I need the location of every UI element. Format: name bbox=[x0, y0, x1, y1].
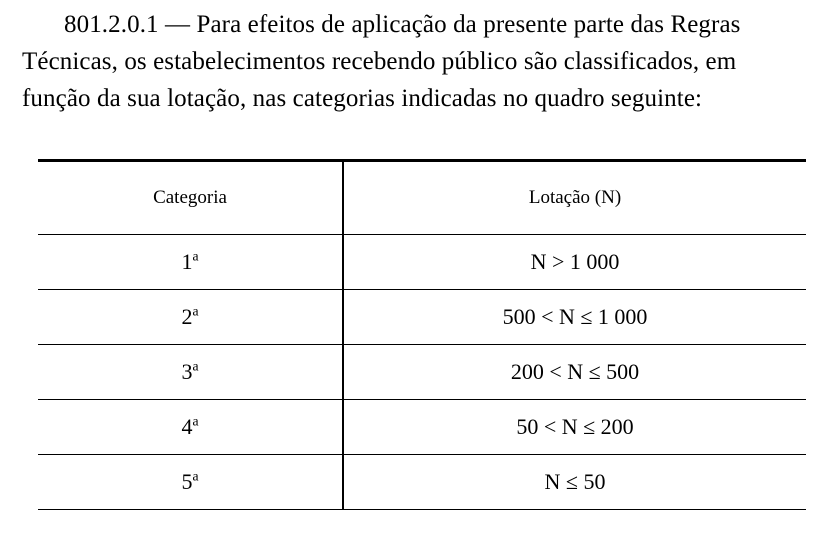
categories-table bbox=[38, 159, 806, 528]
table-header-lotacao: Lotação (N) bbox=[343, 161, 806, 235]
table-row bbox=[38, 345, 806, 400]
categoria-ordinal: a bbox=[192, 248, 199, 264]
table-cell-lotacao: 50 < N ≤ 200 bbox=[343, 400, 806, 455]
categories-table-wrapper bbox=[22, 159, 804, 528]
paragraph-text: 801.2.0.1 — Para efeitos de aplicação da presente parte das Regras Técnicas, os estabelecimentos recebendo público são classificados, em função da sua lotação, nas categorias indicadas no quadro seguinte: bbox=[22, 11, 741, 112]
table-cell-lotacao: N > 1 000 bbox=[343, 235, 806, 290]
table-header-row bbox=[38, 161, 806, 235]
clause-paragraph bbox=[22, 6, 804, 117]
table-row bbox=[38, 400, 806, 455]
table-row bbox=[38, 290, 806, 345]
table-cell-lotacao: 200 < N ≤ 500 bbox=[343, 345, 806, 400]
table-header-categoria: Categoria bbox=[38, 161, 343, 235]
table-cell-categoria bbox=[38, 290, 343, 345]
categoria-value: 4 bbox=[181, 414, 193, 439]
table-cell-categoria bbox=[38, 400, 343, 455]
categoria-value: 3 bbox=[181, 359, 193, 384]
categoria-ordinal: a bbox=[192, 358, 199, 374]
table-cell-categoria bbox=[38, 345, 343, 400]
table-row bbox=[38, 235, 806, 290]
table-cell-categoria bbox=[38, 235, 343, 290]
table-cell-lotacao: N ≤ 50 bbox=[343, 455, 806, 510]
categoria-value: 1 bbox=[181, 249, 193, 274]
categoria-ordinal: a bbox=[192, 303, 199, 319]
categoria-value: 2 bbox=[181, 304, 193, 329]
categoria-value: 5 bbox=[181, 469, 193, 494]
categoria-ordinal: a bbox=[192, 413, 199, 429]
table-row bbox=[38, 455, 806, 510]
table-cell-lotacao: 500 < N ≤ 1 000 bbox=[343, 290, 806, 345]
table-cell-categoria bbox=[38, 455, 343, 510]
table-bottom-rule bbox=[38, 510, 806, 529]
categoria-ordinal: a bbox=[192, 468, 199, 484]
